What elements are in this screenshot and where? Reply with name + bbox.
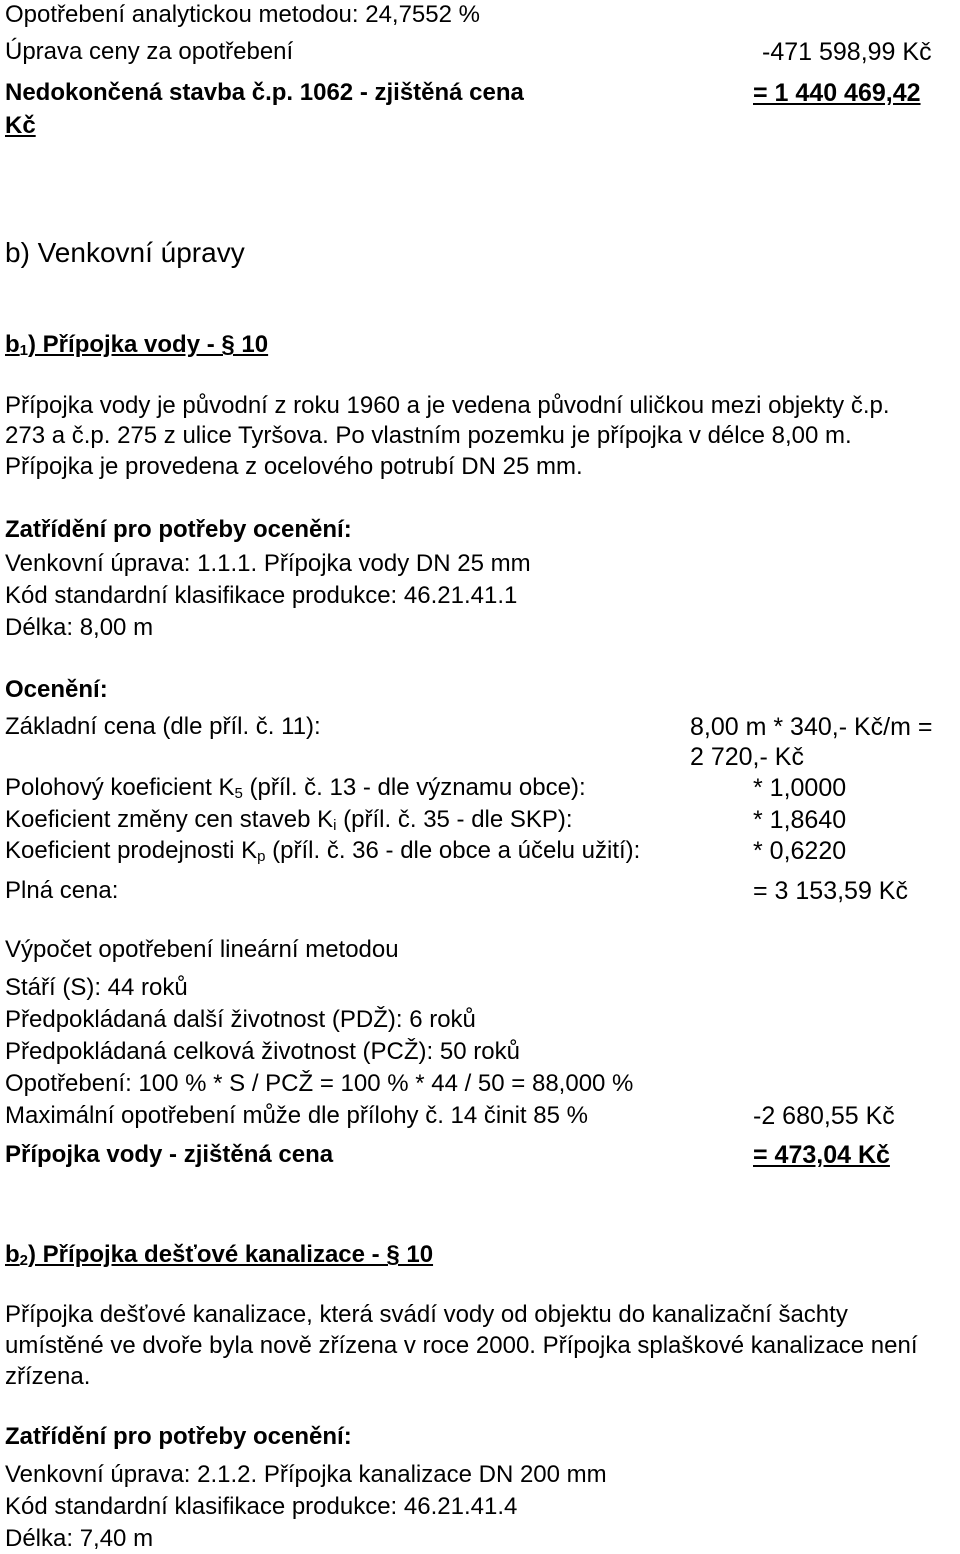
- full-price-value: = 3 153,59 Kč: [753, 877, 908, 905]
- b2-desc-line: Přípojka dešťové kanalizace, která svádí vody od objektu do kanalizační šachty: [5, 1301, 848, 1328]
- b2-title: $b_2$) Přípojka dešťové kanalizace - § 10: [5, 1241, 434, 1269]
- wear-line: Opotřebení: 100 % * S / PCŽ = 100 % * 44 / 50 = 88,000 %: [5, 1070, 634, 1097]
- b2-desc-line: umístěné ve dvoře byla nově zřízena v roce 2000. Přípojka splaškové kanalizace není: [5, 1332, 918, 1359]
- price-adjust-value: -471 598,99 Kč: [762, 38, 932, 66]
- b1-desc-line: 273 a č.p. 275 z ulice Tyršova. Po vlastním pozemku je přípojka v délce 8,00 m.: [5, 422, 852, 449]
- price-adjust-label: Úprava ceny za opotřebení: [5, 38, 294, 65]
- b1-classification-line: Kód standardní klasifikace produkce: 46.21.41.1: [5, 582, 518, 609]
- base-price-label: Základní cena (dle příl. č. 11):: [5, 713, 321, 740]
- b1-desc-line: Přípojka je provedena z ocelového potrubí DN 25 mm.: [5, 453, 583, 480]
- pdz-line: Předpokládaná další životnost (PDŽ): 6 roků: [5, 1006, 476, 1033]
- base-price-value: 8,00 m * 340,- Kč/m =: [690, 713, 933, 741]
- b2-classification-heading: Zatřídění pro potřeby ocenění:: [5, 1423, 352, 1450]
- unfinished-building-label: Nedokončená stavba č.p. 1062 - zjištěná cena: [5, 79, 524, 106]
- base-price-total: 2 720,- Kč: [690, 743, 804, 771]
- coef-k5-value: * 1,0000: [753, 774, 847, 802]
- full-price-label: Plná cena:: [5, 877, 119, 904]
- wear-analytic-line: Opotřebení analytickou metodou: 24,7552 %: [5, 1, 480, 28]
- coef-k5-label: Polohový koeficient $K_5$ (příl. č. 13 - dle významu obce):: [5, 774, 586, 802]
- coef-ki-label: Koeficient změny cen staveb $K_i$ (příl. č. 35 - dle SKP):: [5, 806, 573, 834]
- coef-kp-label: Koeficient prodejnosti $K_p$ (příl. č. 36 - dle obce a účelu užití):: [5, 837, 641, 865]
- max-wear-value: -2 680,55 Kč: [753, 1102, 895, 1130]
- section-title: b) Venkovní úpravy: [5, 237, 245, 268]
- b2-desc-line: zřízena.: [5, 1363, 91, 1390]
- b1-result-label: Přípojka vody - zjištěná cena: [5, 1141, 334, 1168]
- b1-result-value: = 473,04 Kč: [753, 1141, 890, 1169]
- coef-ki-value: * 1,8640: [753, 806, 847, 834]
- b1-classification-line: Délka: 8,00 m: [5, 614, 154, 641]
- wear-calc-heading: Výpočet opotřebení lineární metodou: [5, 936, 399, 963]
- b1-classification-line: Venkovní úprava: 1.1.1. Přípojka vody DN 25 mm: [5, 550, 531, 577]
- unfinished-building-value: = 1 440 469,42: [753, 79, 921, 107]
- b1-title: $b_1$) Přípojka vody - § 10: [5, 331, 269, 359]
- b1-classification-heading: Zatřídění pro potřeby ocenění:: [5, 516, 352, 543]
- b1-desc-line: Přípojka vody je původní z roku 1960 a je vedena původní uličkou mezi objekty č.p.: [5, 392, 890, 419]
- b1-valuation-heading: Ocenění:: [5, 676, 108, 703]
- b2-classification-line: Kód standardní klasifikace produkce: 46.21.41.4: [5, 1493, 518, 1520]
- coef-kp-value: * 0,6220: [753, 837, 847, 865]
- unfinished-building-unit: Kč: [5, 112, 36, 139]
- b2-classification-line: Délka: 7,40 m: [5, 1525, 154, 1552]
- b2-classification-line: Venkovní úprava: 2.1.2. Přípojka kanalizace DN 200 mm: [5, 1461, 607, 1488]
- pcz-line: Předpokládaná celková životnost (PCŽ): 50 roků: [5, 1038, 520, 1065]
- max-wear-label: Maximální opotřebení může dle přílohy č. 14 činit 85 %: [5, 1102, 588, 1129]
- age-line: Stáří (S): 44 roků: [5, 974, 188, 1001]
